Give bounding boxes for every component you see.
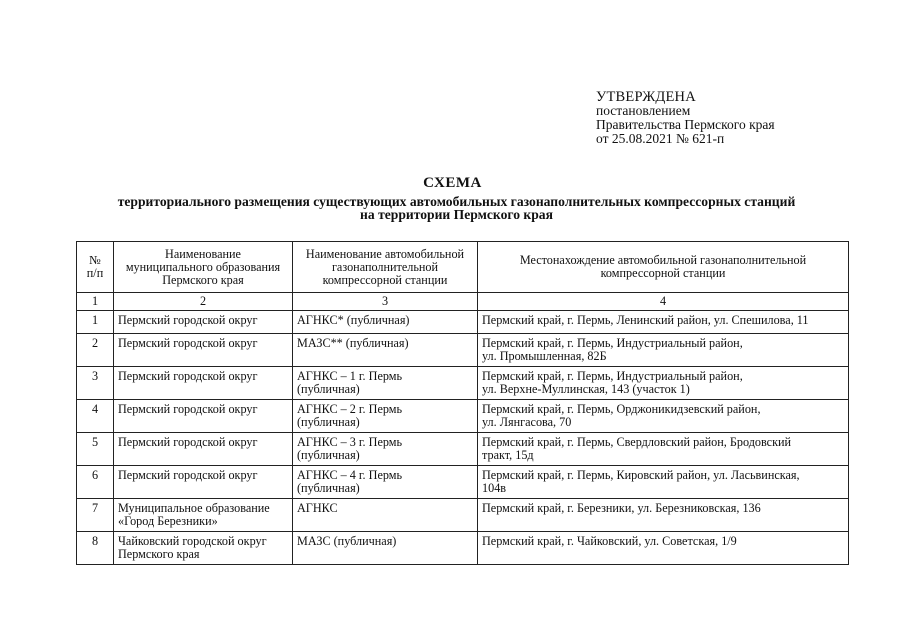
station-cell-line: АГНКС – 3 г. Пермь bbox=[297, 435, 403, 449]
location-cell bbox=[478, 311, 849, 334]
station-cell bbox=[293, 532, 478, 565]
location-cell-line: Пермский край, г. Березники, ул. Березниковская, 136 bbox=[482, 501, 761, 515]
municipality-cell-line: Пермский городской округ bbox=[118, 468, 258, 482]
column-number-row bbox=[77, 293, 849, 311]
header-municipality bbox=[114, 242, 293, 293]
station-cell bbox=[293, 433, 478, 466]
approval-heading: УТВЕРЖДЕНА bbox=[596, 89, 696, 105]
column-number: 2 bbox=[114, 293, 293, 311]
table-header-row bbox=[77, 242, 849, 293]
column-number: 4 bbox=[478, 293, 849, 311]
row-number: 3 bbox=[77, 367, 114, 400]
stations-table bbox=[76, 241, 849, 565]
station-cell bbox=[293, 499, 478, 532]
column-number: 3 bbox=[293, 293, 478, 311]
approval-line-1: постановлением bbox=[596, 103, 691, 118]
location-cell-line: ул. Верхне-Муллинская, 143 (участок 1) bbox=[482, 382, 690, 396]
location-cell-line: Пермский край, г. Пермь, Кировский район, ул. Ласьвинская, bbox=[482, 468, 800, 482]
municipality-cell bbox=[114, 466, 293, 499]
municipality-cell-line: Чайковский городской округ bbox=[118, 534, 267, 548]
location-cell bbox=[478, 466, 849, 499]
table-row bbox=[77, 499, 849, 532]
station-cell bbox=[293, 311, 478, 334]
station-cell bbox=[293, 466, 478, 499]
column-number: 1 bbox=[77, 293, 114, 311]
header-location bbox=[478, 242, 849, 293]
approval-line-3: от 25.08.2021 № 621-п bbox=[596, 131, 725, 146]
approval-line-2: Правительства Пермского края bbox=[596, 117, 775, 132]
station-cell bbox=[293, 334, 478, 367]
municipality-cell bbox=[114, 334, 293, 367]
municipality-cell-line: Пермский городской округ bbox=[118, 313, 258, 327]
municipality-cell-line: Пермский городской округ bbox=[118, 402, 258, 416]
location-cell bbox=[478, 334, 849, 367]
municipality-cell-line: Пермского края bbox=[118, 547, 200, 561]
station-cell-line: (публичная) bbox=[297, 415, 360, 429]
table-row bbox=[77, 367, 849, 400]
station-cell-line: АГНКС – 4 г. Пермь bbox=[297, 468, 403, 482]
location-cell-line: Пермский край, г. Пермь, Свердловский район, Бродовский bbox=[482, 435, 792, 449]
table-row bbox=[77, 532, 849, 565]
row-number: 2 bbox=[77, 334, 114, 367]
table-row bbox=[77, 466, 849, 499]
row-number: 1 bbox=[77, 311, 114, 334]
header-station bbox=[293, 242, 478, 293]
subtitle-line-2: на территории Пермского края bbox=[360, 207, 553, 222]
location-cell-line: Пермский край, г. Пермь, Ленинский район, ул. Спешилова, 11 bbox=[482, 313, 809, 327]
row-number: 6 bbox=[77, 466, 114, 499]
municipality-cell bbox=[114, 433, 293, 466]
station-cell bbox=[293, 367, 478, 400]
header-station-line-2: газонаполнительной bbox=[331, 259, 439, 274]
location-cell-line: Пермский край, г. Пермь, Орджоникидзевский район, bbox=[482, 402, 761, 416]
header-municipality-line-3: Пермского края bbox=[162, 272, 244, 287]
header-number bbox=[77, 242, 114, 293]
approval-stamp bbox=[596, 90, 775, 146]
station-cell-line: АГНКС – 2 г. Пермь bbox=[297, 402, 403, 416]
station-cell-line: АГНКС – 1 г. Пермь bbox=[297, 369, 403, 383]
location-cell-line: ул. Промышленная, 82Б bbox=[482, 349, 607, 363]
municipality-cell bbox=[114, 400, 293, 433]
header-number-line-2: п/п bbox=[86, 266, 104, 280]
location-cell bbox=[478, 499, 849, 532]
row-number: 4 bbox=[77, 400, 114, 433]
row-number: 8 bbox=[77, 532, 114, 565]
municipality-cell-line: Муниципальное образование bbox=[118, 501, 270, 515]
municipality-cell-line: Пермский городской округ bbox=[118, 369, 258, 383]
municipality-cell bbox=[114, 367, 293, 400]
station-cell-line: АГНКС* (публичная) bbox=[297, 313, 410, 327]
municipality-cell-line: Пермский городской округ bbox=[118, 435, 258, 449]
station-cell-line: (публичная) bbox=[297, 448, 360, 462]
location-cell-line: Пермский край, г. Пермь, Индустриальный район, bbox=[482, 369, 743, 383]
municipality-cell-line: «Город Березники» bbox=[118, 514, 218, 528]
document-title: СХЕМА bbox=[423, 175, 482, 191]
location-cell-line: Пермский край, г. Чайковский, ул. Советская, 1/9 bbox=[482, 534, 737, 548]
location-cell-line: Пермский край, г. Пермь, Индустриальный район, bbox=[482, 336, 743, 350]
location-cell bbox=[478, 532, 849, 565]
station-cell-line: (публичная) bbox=[297, 382, 360, 396]
table-row bbox=[77, 311, 849, 334]
row-number: 5 bbox=[77, 433, 114, 466]
row-number: 7 bbox=[77, 499, 114, 532]
location-cell bbox=[478, 367, 849, 400]
location-cell bbox=[478, 400, 849, 433]
table-row bbox=[77, 433, 849, 466]
municipality-cell bbox=[114, 532, 293, 565]
location-cell-line: тракт, 15д bbox=[482, 448, 534, 462]
header-municipality-line-2: муниципального образования bbox=[125, 259, 281, 274]
header-location-line-1: Местонахождение автомобильной газонаполнительной bbox=[519, 253, 807, 267]
document-subtitle bbox=[4, 195, 905, 221]
subtitle-line-1: территориального размещения существующих автомобильных газонаполнительных компрессорных станций bbox=[117, 194, 796, 209]
header-location-line-2: компрессорной станции bbox=[600, 266, 726, 280]
station-cell-line: МАЗС (публичная) bbox=[297, 534, 397, 548]
location-cell-line: 104в bbox=[482, 481, 507, 495]
station-cell bbox=[293, 400, 478, 433]
location-cell bbox=[478, 433, 849, 466]
location-cell-line: ул. Лянгасова, 70 bbox=[482, 415, 572, 429]
municipality-cell-line: Пермский городской округ bbox=[118, 336, 258, 350]
header-number-line-1: № bbox=[89, 253, 101, 267]
table-row bbox=[77, 400, 849, 433]
station-cell-line: МАЗС** (публичная) bbox=[297, 336, 409, 350]
header-station-line-3: компрессорной станции bbox=[322, 272, 448, 287]
header-station-line-1: Наименование автомобильной bbox=[305, 246, 465, 261]
station-cell-line: АГНКС bbox=[297, 501, 338, 515]
municipality-cell bbox=[114, 311, 293, 334]
header-municipality-line-1: Наименование bbox=[165, 246, 241, 261]
municipality-cell bbox=[114, 499, 293, 532]
table-row bbox=[77, 334, 849, 367]
station-cell-line: (публичная) bbox=[297, 481, 360, 495]
